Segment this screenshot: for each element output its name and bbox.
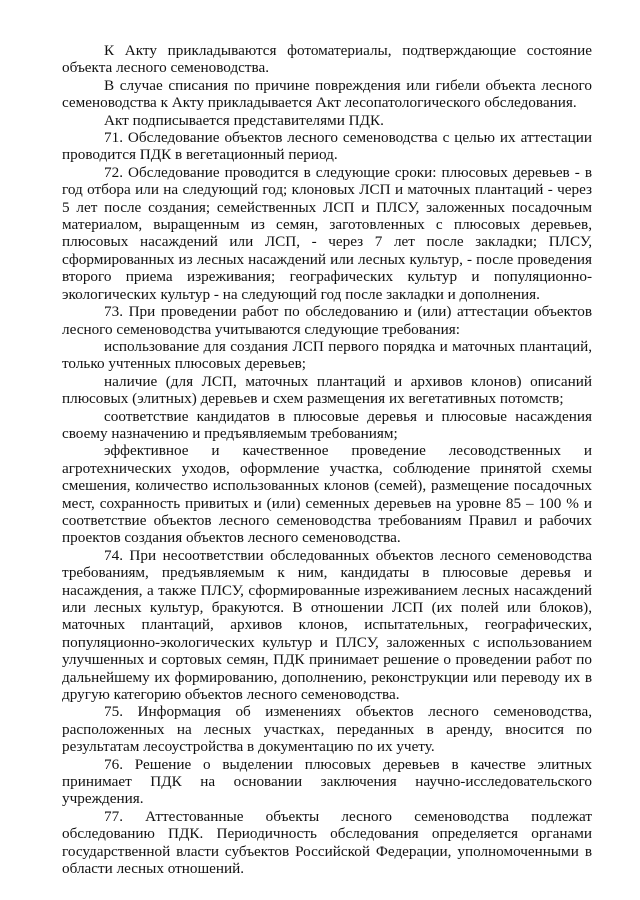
paragraph-76: 76. Решение о выделении плюсовых деревьев в качестве элитных принимает ПДК на основании заключения научно-исследовательского учреждения. — [62, 755, 592, 808]
requirement-item-lsp-first-order: использование для создания ЛСП первого порядка и маточных плантаций, только учтенных плюсовых деревьев; — [62, 337, 592, 373]
paragraph-77: 77. Аттестованные объекты лесного семеноводства подлежат обследованию ПДК. Периодичность обследования определяется органами государственной власти субъектов Российской Федерации, уполномоченными в области лесных отношений. — [62, 807, 592, 878]
paragraph-72: 72. Обследование проводится в следующие сроки: плюсовых деревьев - в год отбора или на следующий год; клоновых ЛСП и маточных плантаций - через 5 лет после создания; семейственных ЛСП и ПЛСУ, заложенных посадочным материалом, выращенным из семян, заготовленных с плюсовых деревьев, плюсовых насаждений или ЛСП, - через 7 лет после закладки; ПЛСУ, сформированных из лесных насаждений или лесных культур, - после проведения второго приема изреживания; географических культур и популяционно-экологических культур - на следующий год после закладки и дополнения. — [62, 163, 592, 303]
requirement-item-care: эффективное и качественное проведение лесоводственных и агротехнических уходов, оформление участка, соблюдение принятой схемы смешения, количество использованных клонов (семей), размещение посадочных мест, сохранность привитых и (или) семенных деревьев на уровне 85 – 100 % и соответствие объектов лесного семеноводства требованиям Правил и рабочих проектов создания объектов лесного семеноводства. — [62, 442, 592, 547]
paragraph-71: 71. Обследование объектов лесного семеноводства с целью их аттестации проводится ПДК в вегетационный период. — [62, 129, 592, 164]
paragraph-act-signing: Акт подписывается представителями ПДК. — [104, 111, 384, 129]
document-body — [62, 42, 592, 878]
paragraph-74: 74. При несоответствии обследованных объектов лесного семеноводства требованиям, предъявляемым к ним, кандидаты в плюсовые деревья и насаждения, а также ПЛСУ, сформированные изреживанием лесных насаждений или лесных культур, бракуются. В отношении ЛСП (их полей или блоков), маточных плантаций, архивов клонов, испытательных, географических, популяционно-экологических культур и ПЛСУ, заложенных с использованием улучшенных и сортовых семян, ПДК принимает решение о проведении работ по дальнейшему их формированию, дополнению, реконструкции или переводу их в другую категорию объектов лесного семеноводства. — [62, 546, 592, 704]
paragraph-75: 75. Информация об изменениях объектов лесного семеноводства, расположенных на лесных участках, переданных в аренду, вносится по результатам лесоустройства в документацию по их учету. — [62, 703, 592, 756]
paragraph-73: 73. При проведении работ по обследованию и (или) аттестации объектов лесного семеноводства учитываются следующие требования: — [62, 303, 592, 338]
requirement-item-descriptions: наличие (для ЛСП, маточных плантаций и архивов клонов) описаний плюсовых (элитных) деревьев и схем размещения их вегетативных потомств; — [62, 372, 592, 408]
paragraph-attachments-photos: К Акту прикладываются фотоматериалы, подтверждающие состояние объекта лесного семеноводства. — [62, 42, 592, 77]
paragraph-write-off-case: В случае списания по причине повреждения или гибели объекта лесного семеноводства к Акту прикладывается Акт лесопатологического обследования. — [62, 76, 592, 112]
requirement-item-candidates: соответствие кандидатов в плюсовые деревья и плюсовые насаждения своему назначению и предъявляемым требованиям; — [62, 407, 592, 442]
